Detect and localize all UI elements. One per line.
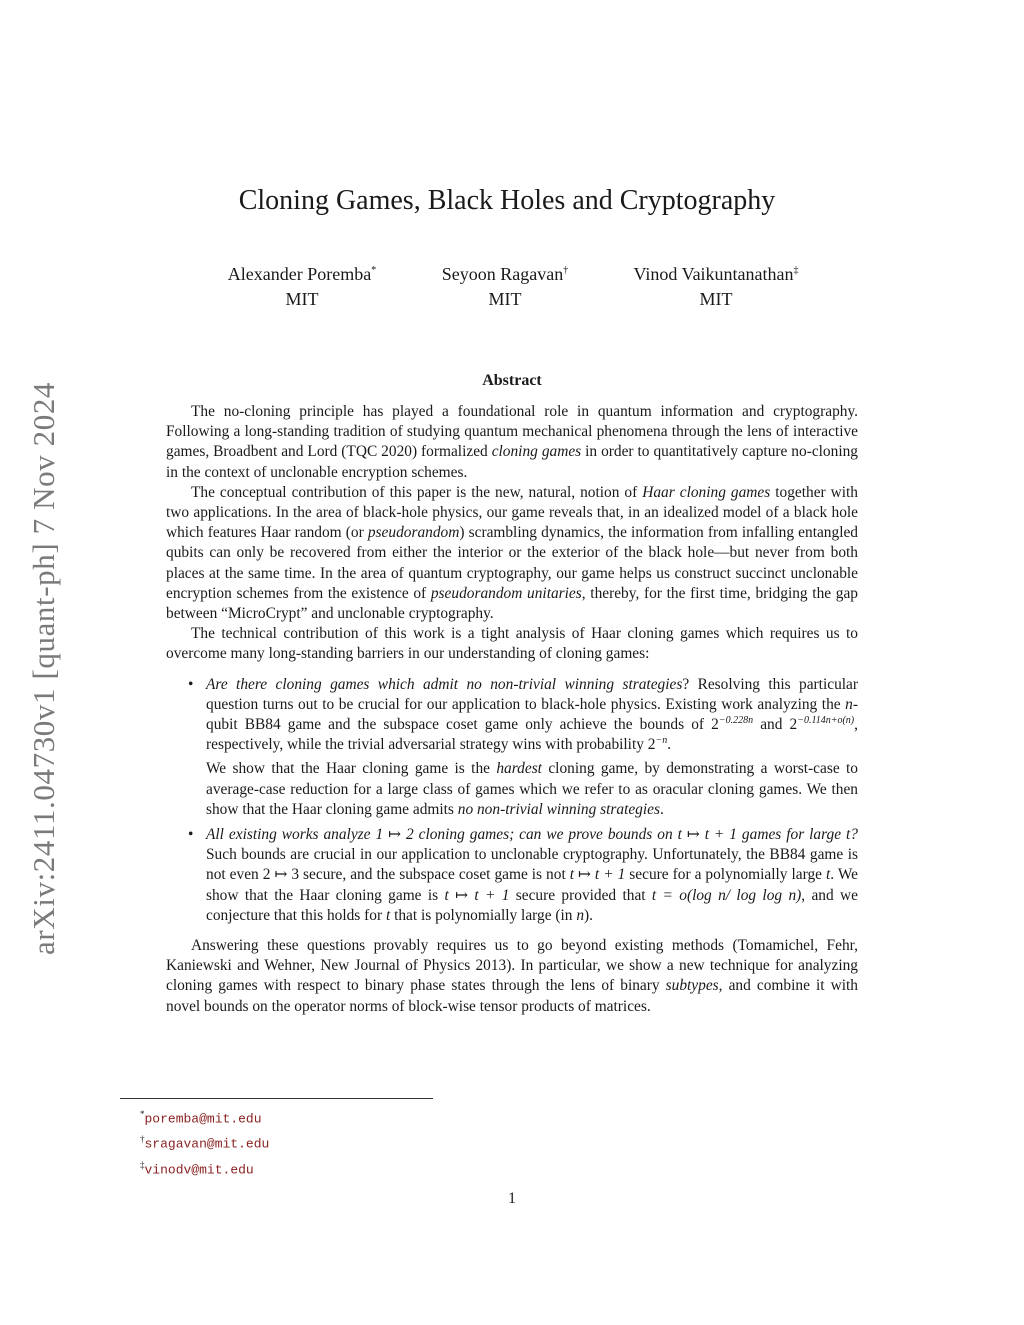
paper-title: Cloning Games, Black Holes and Cryptography	[238, 185, 776, 216]
abstract-paragraph-1: The no-cloning principle has played a foundational role in quantum information and cryptography. Following a long-standing tradition of studying quantum mechanical phenomena through the lens of interactive games, Broadbent and Lord (TQC 2020) formalized cloning games in order to quantitatively capture no-cloning in the context of unclonable encryption schemes.	[166, 403, 858, 481]
email-link[interactable]: sragavan@mit.edu	[144, 1136, 270, 1152]
page-number: 1	[508, 1190, 516, 1207]
author-3	[596, 258, 836, 312]
abstract-paragraph-3: The technical contribution of this work is a tight analysis of Haar cloning games which requires us to overcome many long-standing barriers in our understanding of cloning games:	[166, 625, 858, 663]
author-name: Seyoon Ragavan	[441, 264, 564, 284]
author-mark: ‡	[793, 265, 799, 276]
author-mark: *	[371, 265, 377, 276]
footnote-1: *poremba@mit.edu	[140, 1109, 262, 1127]
email-link[interactable]: poremba@mit.edu	[144, 1111, 262, 1127]
author-name: Vinod Vaikuntanathan	[633, 264, 794, 284]
author-affiliation: MIT	[285, 289, 319, 309]
abstract-body	[166, 402, 858, 1017]
abstract-paragraph-2: The conceptual contribution of this paper is the new, natural, notion of Haar cloning games together with two applications. In the area of black-hole physics, our game reveals that, in an idealized model of a black hole which features Haar random (or pseudorandom) scrambling dynamics, the information from infalling entangled qubits can only be recovered from either the interior or the exterior of the black hole—but never from both places at the same time. In the area of quantum cryptography, our game helps us construct succinct unclonable encryption schemes from the existence of pseudorandom unitaries, thereby, for the first time, bridging the gap between “MicroCrypt” and unclonable cryptography.	[166, 483, 859, 623]
footnote-divider	[120, 1098, 433, 1099]
email-link[interactable]: vinodv@mit.edu	[144, 1161, 254, 1177]
abstract-paragraph-4: Answering these questions provably requires us to go beyond existing methods (Tomamichel, Fehr, Kaniewski and Wehner, New Journal of Physics 2013). In particular, we show a new technique for analyzing cloning games with respect to binary phase states through the lens of binary subtypes, and combine it with novel bounds on the operator norms of block-wise tensor products of matrices.	[166, 937, 858, 1015]
list-item: • All existing works analyze 1 ↦ 2 cloning games; can we prove bounds on t ↦ t + 1 games for large t? Such bounds are crucial in our application to unclonable cryptography. Unfortunately, the BB84 game is not even 2 ↦ 3 secure, and the subspace coset game is not t ↦ t + 1 secure for a polynomially large t. We show that the Haar cloning game is t ↦ t + 1 secure provided that t = o(log n/ log log n), and we conjecture that this holds for t that is polynomially large (in n).	[188, 826, 858, 924]
author-mark: †	[563, 265, 569, 276]
abstract-heading: Abstract	[482, 372, 542, 389]
author-affiliation: MIT	[488, 289, 522, 309]
bullet-icon: •	[188, 826, 194, 844]
bullet-icon: •	[188, 675, 194, 693]
footnotes	[140, 1104, 269, 1180]
footnote-2: †sragavan@mit.edu	[140, 1134, 270, 1152]
arxiv-identifier: arXiv:2411.04730v1 [quant-ph] 7 Nov 2024	[26, 381, 61, 955]
author-name: Alexander Poremba	[227, 264, 372, 284]
author-2	[385, 258, 625, 312]
footnote-3: ‡vinodv@mit.edu	[140, 1159, 254, 1177]
question-list	[166, 675, 858, 926]
list-item: • Are there cloning games which admit no non-trivial winning strategies? Resolving this particular question turns out to be crucial for our application to black-hole physics. Existing work analyzing the n-qubit BB84 game and the subspace coset game only achieve the bounds of $2^{-0.228n}$ and $2^{-0.114n+o(n)}$, respectively, while the trivial adversarial strategy wins with probability $2^{-n}$. We show that the Haar cloning game is the hardest cloning game, by demonstrating a worst-case to average-case reduction for a large class of games which we refer to as oracular cloning games. We then show that the Haar cloning game admits no non-trivial winning strategies.	[188, 675, 858, 818]
author-affiliation: MIT	[699, 289, 733, 309]
